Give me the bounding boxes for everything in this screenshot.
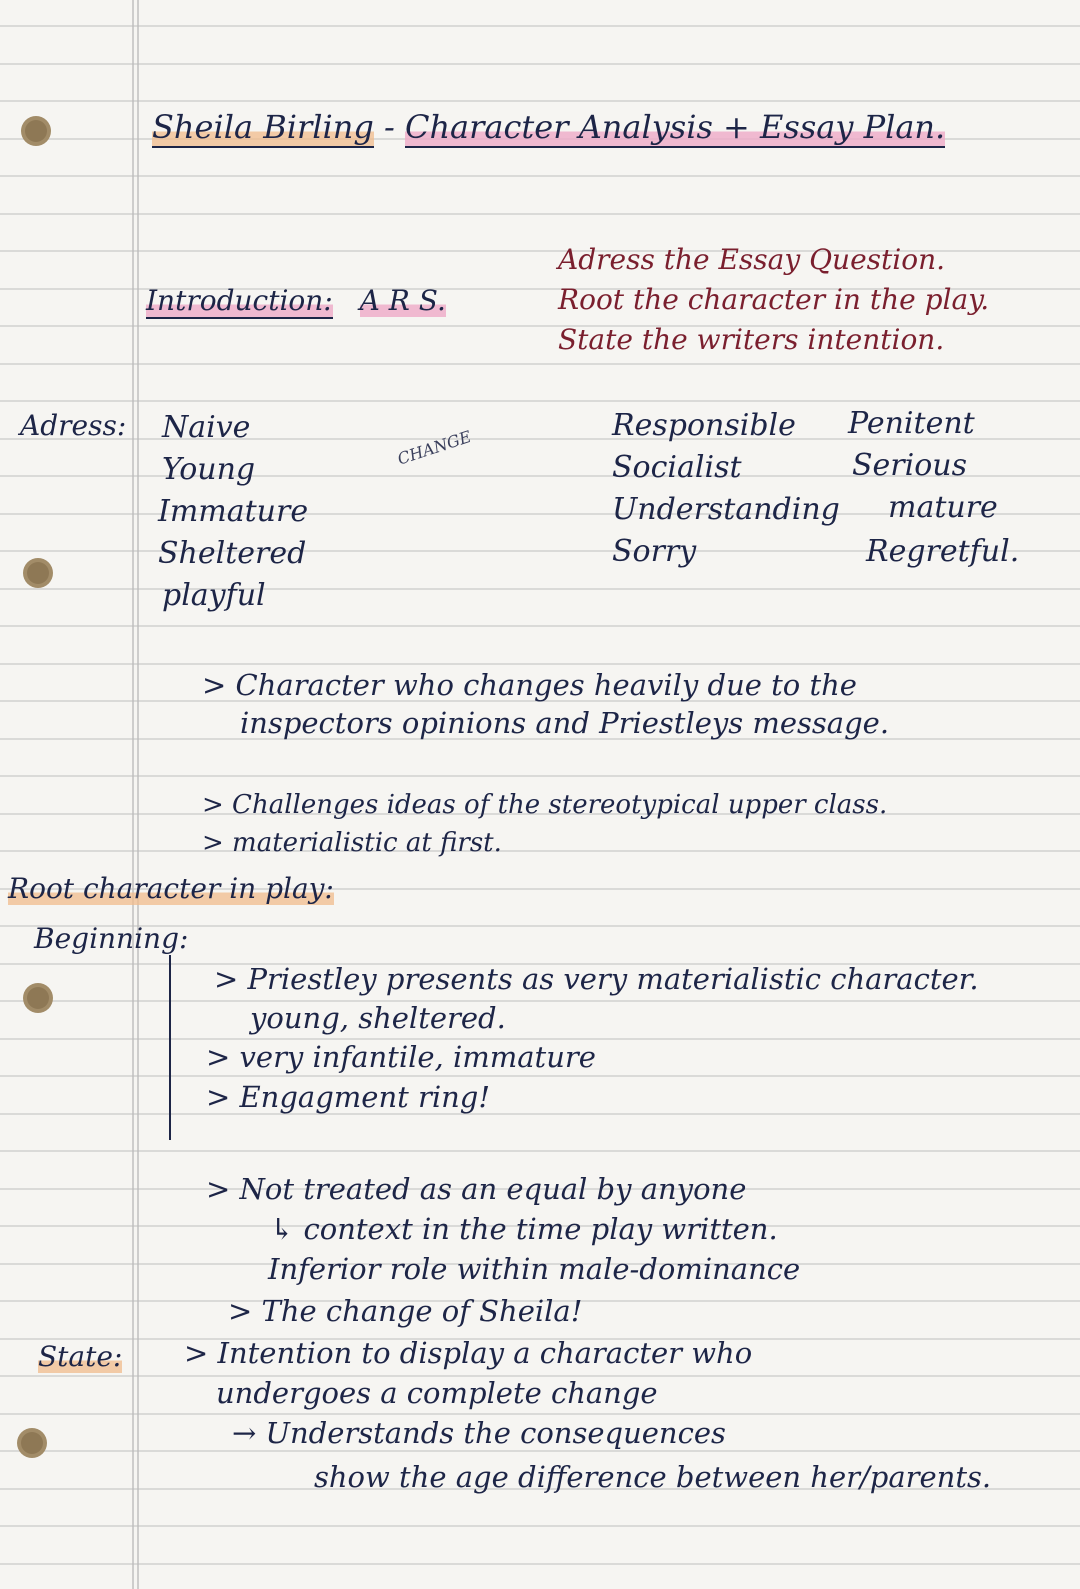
ars-adress: Adress the Essay Question. bbox=[558, 243, 946, 276]
margin-lines bbox=[133, 0, 138, 1589]
col1-word: playful bbox=[162, 578, 266, 613]
root-label bbox=[8, 872, 334, 905]
col1-word: Sheltered bbox=[158, 536, 307, 571]
intro-heading bbox=[146, 284, 446, 317]
ars-root: Root the character in the play. bbox=[558, 283, 990, 316]
col2-word: Socialist bbox=[612, 450, 742, 485]
root-sub-label: Beginning: bbox=[34, 922, 189, 955]
col2-word: Sorry bbox=[612, 534, 697, 569]
root-point: > The change of Sheila! bbox=[228, 1294, 583, 1328]
title-separator: - bbox=[373, 108, 405, 146]
col3-word: mature bbox=[888, 490, 998, 525]
col3-word: Regretful. bbox=[866, 534, 1020, 569]
state-point: show the age difference between her/parents. bbox=[314, 1460, 992, 1494]
col1-word: Immature bbox=[158, 494, 309, 529]
title-rest: Character Analysis + Essay Plan. bbox=[404, 108, 946, 146]
binder-holes bbox=[17, 116, 53, 1458]
col1-word: Naive bbox=[162, 410, 251, 445]
adress-point: > materialistic at first. bbox=[202, 828, 502, 858]
root-point: > Priestley presents as very materialistic character. bbox=[214, 962, 979, 996]
root-point: ↳ context in the time play written. bbox=[270, 1212, 778, 1246]
root-point: young, sheltered. bbox=[250, 1001, 506, 1035]
col3-word: Penitent bbox=[848, 406, 975, 441]
root-point: Inferior role within male-dominance bbox=[268, 1252, 801, 1286]
state-label bbox=[38, 1340, 122, 1373]
intro-label: Introduction: bbox=[146, 284, 333, 317]
root-point: > Not treated as an equal by anyone bbox=[206, 1172, 747, 1206]
root-point: > very infantile, immature bbox=[206, 1040, 596, 1074]
state-label-text: State: bbox=[38, 1340, 123, 1373]
adress-label: Adress: bbox=[20, 409, 127, 442]
root-label-text: Root character in play: bbox=[8, 872, 334, 905]
adress-point: inspectors opinions and Priestleys message. bbox=[240, 706, 890, 740]
col3-word: Serious bbox=[852, 448, 968, 483]
state-point: > Intention to display a character who bbox=[184, 1336, 753, 1370]
middle-note: CHANGE bbox=[395, 426, 474, 469]
intro-letters: A R S. bbox=[359, 284, 446, 317]
title-name: Sheila Birling bbox=[152, 108, 374, 146]
state-point: → Understands the consequences bbox=[232, 1416, 726, 1450]
col2-word: Understanding bbox=[612, 492, 840, 527]
ars-state: State the writers intention. bbox=[558, 323, 945, 356]
page-title bbox=[152, 108, 945, 146]
adress-point: > Character who changes heavily due to the bbox=[202, 668, 857, 702]
col2-word: Responsible bbox=[612, 408, 796, 443]
adress-point: > Challenges ideas of the stereotypical upper class. bbox=[202, 790, 888, 820]
root-point: > Engagment ring! bbox=[206, 1080, 491, 1114]
col1-word: Young bbox=[162, 452, 256, 487]
state-point: undergoes a complete change bbox=[216, 1376, 658, 1410]
